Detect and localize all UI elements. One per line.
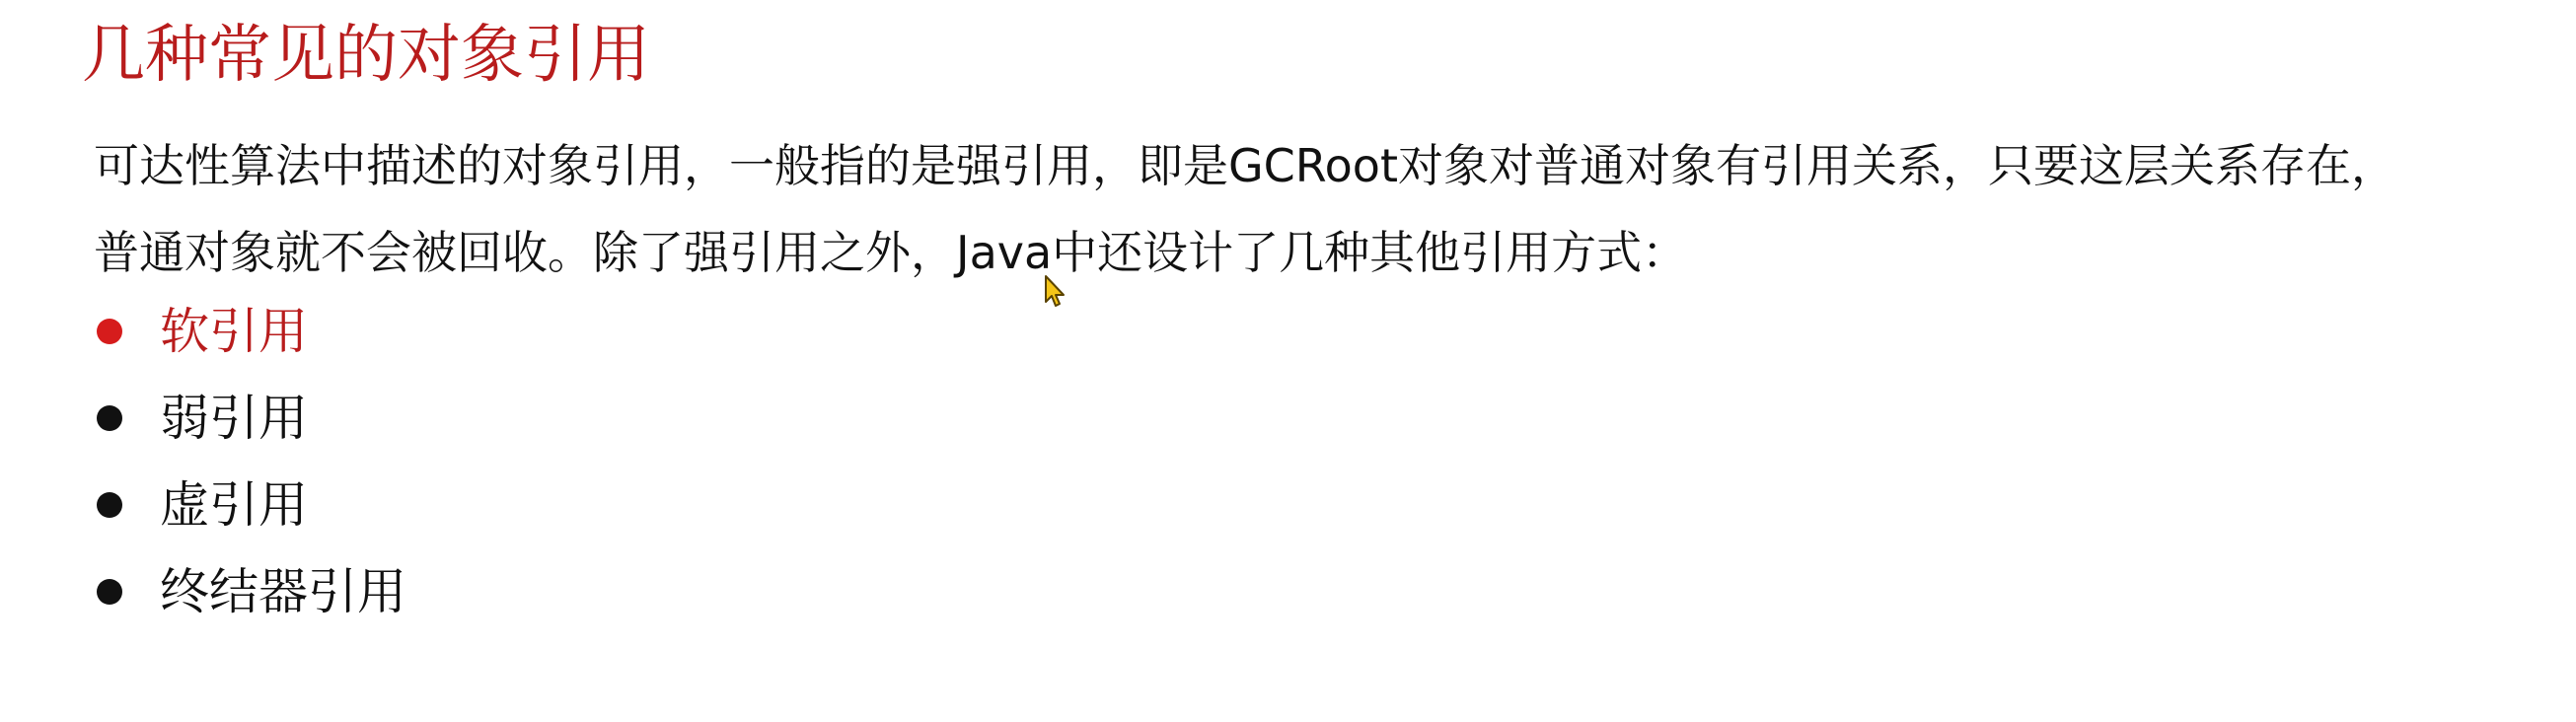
paragraph-line-2: 普通对象就不会被回收。除了强引用之外，Java中还设计了几种其他引用方式： (94, 226, 1688, 279)
body-paragraph (94, 122, 2540, 296)
bullet-dot-icon (97, 405, 122, 431)
bullet-dot-icon (97, 492, 122, 518)
list-item-label: 弱引用 (160, 390, 308, 447)
list-item-label: 虚引用 (160, 476, 308, 534)
bullet-dot-icon (97, 579, 122, 605)
list-item-label: 终结器引用 (160, 563, 406, 620)
bullet-dot-icon (97, 319, 122, 344)
mouse-pointer-icon (1044, 274, 1066, 308)
list-item-label: 软引用 (160, 303, 308, 360)
paragraph-line-1: 可达性算法中描述的对象引用，一般指的是强引用，即是GCRoot对象对普通对象有引用关系，只要这层关系存在， (94, 139, 2396, 192)
slide-title: 几种常见的对象引用 (82, 19, 650, 92)
